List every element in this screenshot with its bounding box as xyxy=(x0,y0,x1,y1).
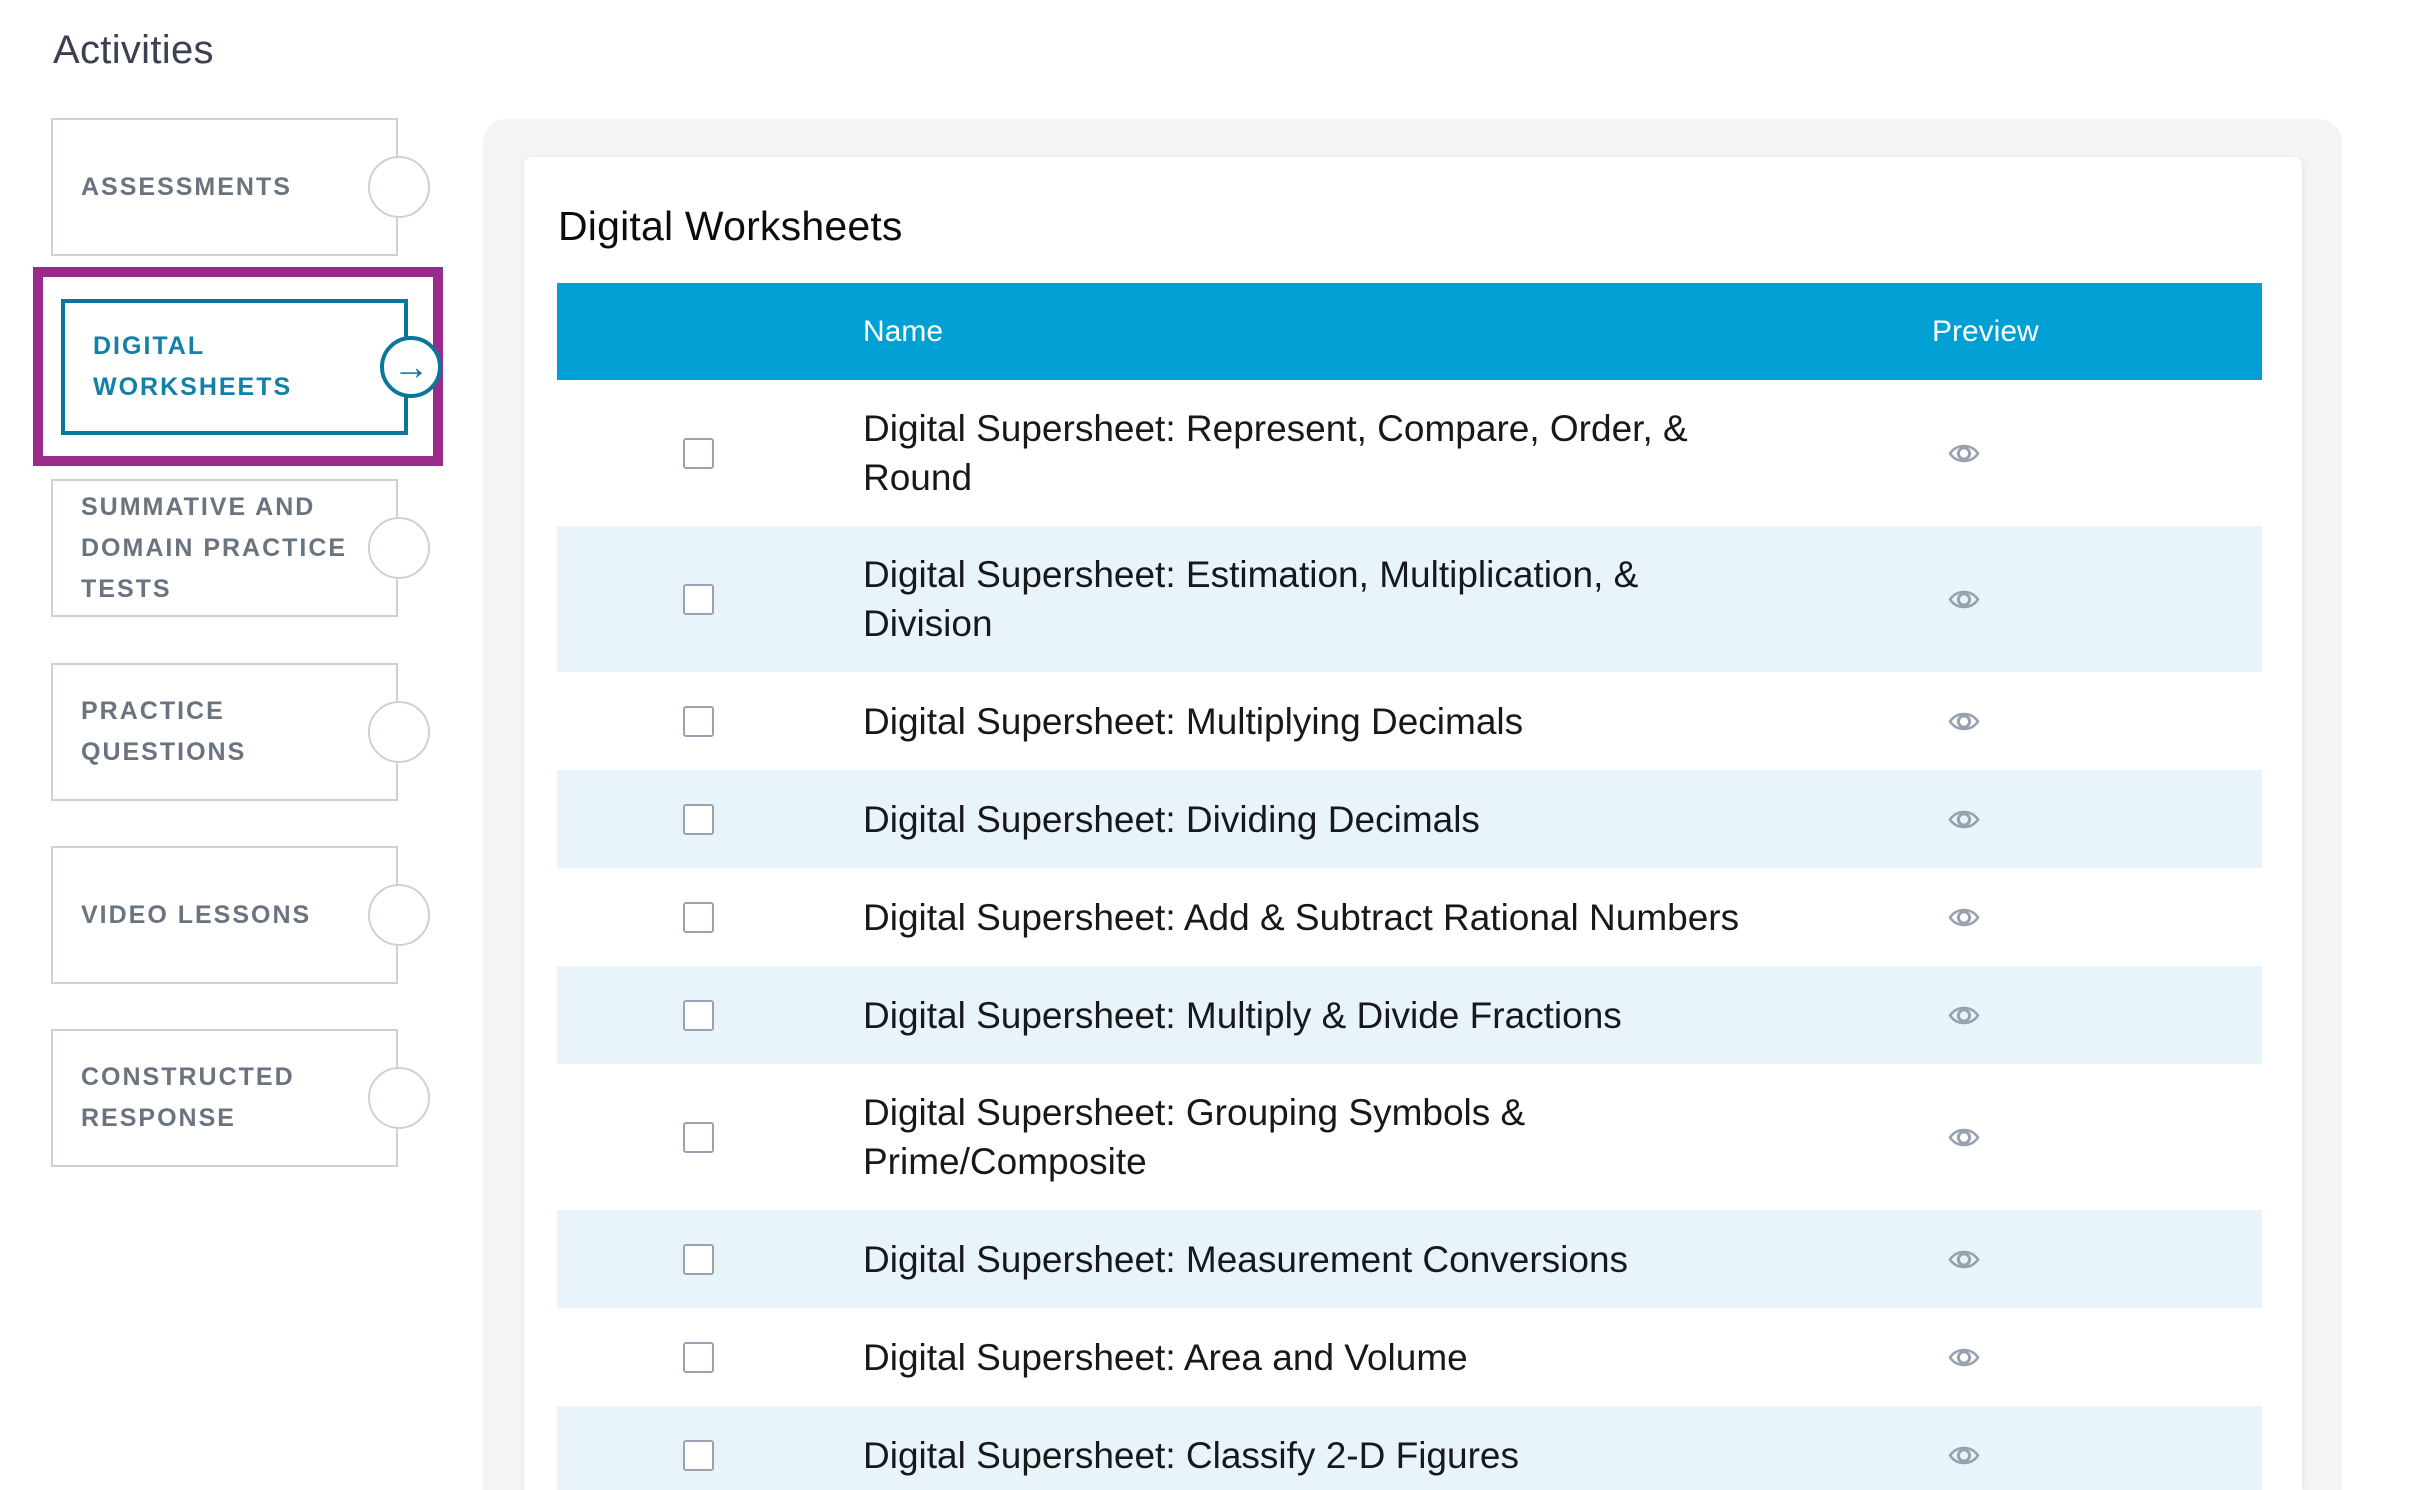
row-preview-cell xyxy=(1932,439,2262,468)
row-checkbox-cell xyxy=(557,706,863,737)
worksheets-table xyxy=(557,283,2262,1490)
eye-icon[interactable] xyxy=(1948,1343,1980,1372)
worksheet-name: Digital Supersheet: Add & Subtract Rational Numbers xyxy=(863,896,1740,938)
table-row xyxy=(557,1308,2262,1406)
sidebar-item-video-lessons[interactable] xyxy=(51,846,398,984)
worksheet-name: Digital Supersheet: Grouping Symbols & Prime/Composite xyxy=(863,1092,1526,1182)
row-name-cell xyxy=(863,697,1932,746)
row-checkbox[interactable] xyxy=(683,902,714,933)
row-name-cell xyxy=(863,404,1932,502)
sidebar-item-label: SUMMATIVE AND DOMAIN PRACTICE TESTS xyxy=(81,492,348,603)
row-checkbox[interactable] xyxy=(683,706,714,737)
row-name-cell xyxy=(863,1235,1932,1284)
table-header-row xyxy=(557,283,2262,380)
radio-circle-icon[interactable] xyxy=(368,156,430,218)
sidebar-item-label: CONSTRUCTED RESPONSE xyxy=(81,1063,295,1132)
row-checkbox-cell xyxy=(557,1000,863,1031)
table-row xyxy=(557,1064,2262,1210)
row-preview-cell xyxy=(1932,1001,2262,1030)
row-checkbox-cell xyxy=(557,438,863,469)
sidebar-item-assessments[interactable] xyxy=(51,118,398,256)
sidebar-item-constructed-response[interactable] xyxy=(51,1029,398,1167)
worksheet-name: Digital Supersheet: Estimation, Multiplication, & Division xyxy=(863,554,1639,644)
eye-icon[interactable] xyxy=(1948,1245,1980,1274)
eye-icon[interactable] xyxy=(1948,585,1980,614)
row-preview-cell xyxy=(1932,707,2262,736)
worksheet-name: Digital Supersheet: Represent, Compare, Order, & Round xyxy=(863,408,1688,498)
eye-icon[interactable] xyxy=(1948,1001,1980,1030)
row-checkbox[interactable] xyxy=(683,1342,714,1373)
row-checkbox-cell xyxy=(557,804,863,835)
table-row xyxy=(557,380,2262,526)
sidebar-item-label: ASSESSMENTS xyxy=(81,172,292,201)
column-header-name: Name xyxy=(863,314,944,348)
worksheet-name: Digital Supersheet: Multiply & Divide Fractions xyxy=(863,994,1622,1036)
digital-worksheets-card xyxy=(524,157,2302,1490)
sidebar-item-summative-domain-practice-tests[interactable] xyxy=(51,479,398,617)
annotation-highlight-box xyxy=(33,267,443,466)
sidebar-item-label: PRACTICE QUESTIONS xyxy=(81,697,247,766)
eye-icon[interactable] xyxy=(1948,439,1980,468)
row-checkbox[interactable] xyxy=(683,438,714,469)
table-row xyxy=(557,1406,2262,1490)
table-row xyxy=(557,1210,2262,1308)
row-name-cell xyxy=(863,795,1932,844)
row-preview-cell xyxy=(1932,585,2262,614)
row-checkbox-cell xyxy=(557,1244,863,1275)
row-checkbox-cell xyxy=(557,1122,863,1153)
radio-circle-icon[interactable] xyxy=(368,884,430,946)
worksheet-name: Digital Supersheet: Multiplying Decimals xyxy=(863,700,1524,742)
page-title: Activities xyxy=(53,28,214,72)
row-preview-cell xyxy=(1932,1245,2262,1274)
table-row xyxy=(557,868,2262,966)
sidebar-item-practice-questions[interactable] xyxy=(51,663,398,801)
worksheet-name: Digital Supersheet: Area and Volume xyxy=(863,1336,1468,1378)
sidebar-item-label: VIDEO LESSONS xyxy=(81,900,312,929)
column-header-preview: Preview xyxy=(1932,314,2039,348)
eye-icon[interactable] xyxy=(1948,1441,1980,1470)
row-name-cell xyxy=(863,1088,1932,1186)
table-row xyxy=(557,672,2262,770)
table-row xyxy=(557,770,2262,868)
radio-circle-icon[interactable] xyxy=(368,701,430,763)
row-name-cell xyxy=(863,550,1932,648)
row-checkbox[interactable] xyxy=(683,1244,714,1275)
row-name-cell xyxy=(863,1333,1932,1382)
table-row xyxy=(557,966,2262,1064)
row-checkbox[interactable] xyxy=(683,584,714,615)
row-checkbox-cell xyxy=(557,1440,863,1471)
radio-circle-icon[interactable] xyxy=(368,517,430,579)
content-panel xyxy=(483,119,2342,1490)
table-row xyxy=(557,526,2262,672)
row-name-cell xyxy=(863,893,1932,942)
row-name-cell xyxy=(863,991,1932,1040)
eye-icon[interactable] xyxy=(1948,707,1980,736)
row-preview-cell xyxy=(1932,1441,2262,1470)
worksheet-name: Digital Supersheet: Dividing Decimals xyxy=(863,798,1480,840)
row-name-cell xyxy=(863,1431,1932,1480)
radio-circle-icon[interactable] xyxy=(368,1067,430,1129)
row-checkbox[interactable] xyxy=(683,1440,714,1471)
row-checkbox-cell xyxy=(557,902,863,933)
row-checkbox[interactable] xyxy=(683,1000,714,1031)
section-heading: Digital Worksheets xyxy=(558,203,903,249)
worksheet-name: Digital Supersheet: Classify 2-D Figures xyxy=(863,1434,1519,1476)
row-preview-cell xyxy=(1932,805,2262,834)
row-preview-cell xyxy=(1932,1343,2262,1372)
worksheet-name: Digital Supersheet: Measurement Conversions xyxy=(863,1238,1629,1280)
row-preview-cell xyxy=(1932,1123,2262,1152)
row-checkbox[interactable] xyxy=(683,1122,714,1153)
row-checkbox[interactable] xyxy=(683,804,714,835)
sidebar-item-digital-worksheets[interactable] xyxy=(61,299,429,435)
eye-icon[interactable] xyxy=(1948,903,1980,932)
row-preview-cell xyxy=(1932,903,2262,932)
eye-icon[interactable] xyxy=(1948,805,1980,834)
arrow-right-icon[interactable]: → xyxy=(380,336,442,398)
sidebar-item-label: DIGITAL WORKSHEETS xyxy=(93,332,293,401)
row-checkbox-cell xyxy=(557,1342,863,1373)
eye-icon[interactable] xyxy=(1948,1123,1980,1152)
row-checkbox-cell xyxy=(557,584,863,615)
